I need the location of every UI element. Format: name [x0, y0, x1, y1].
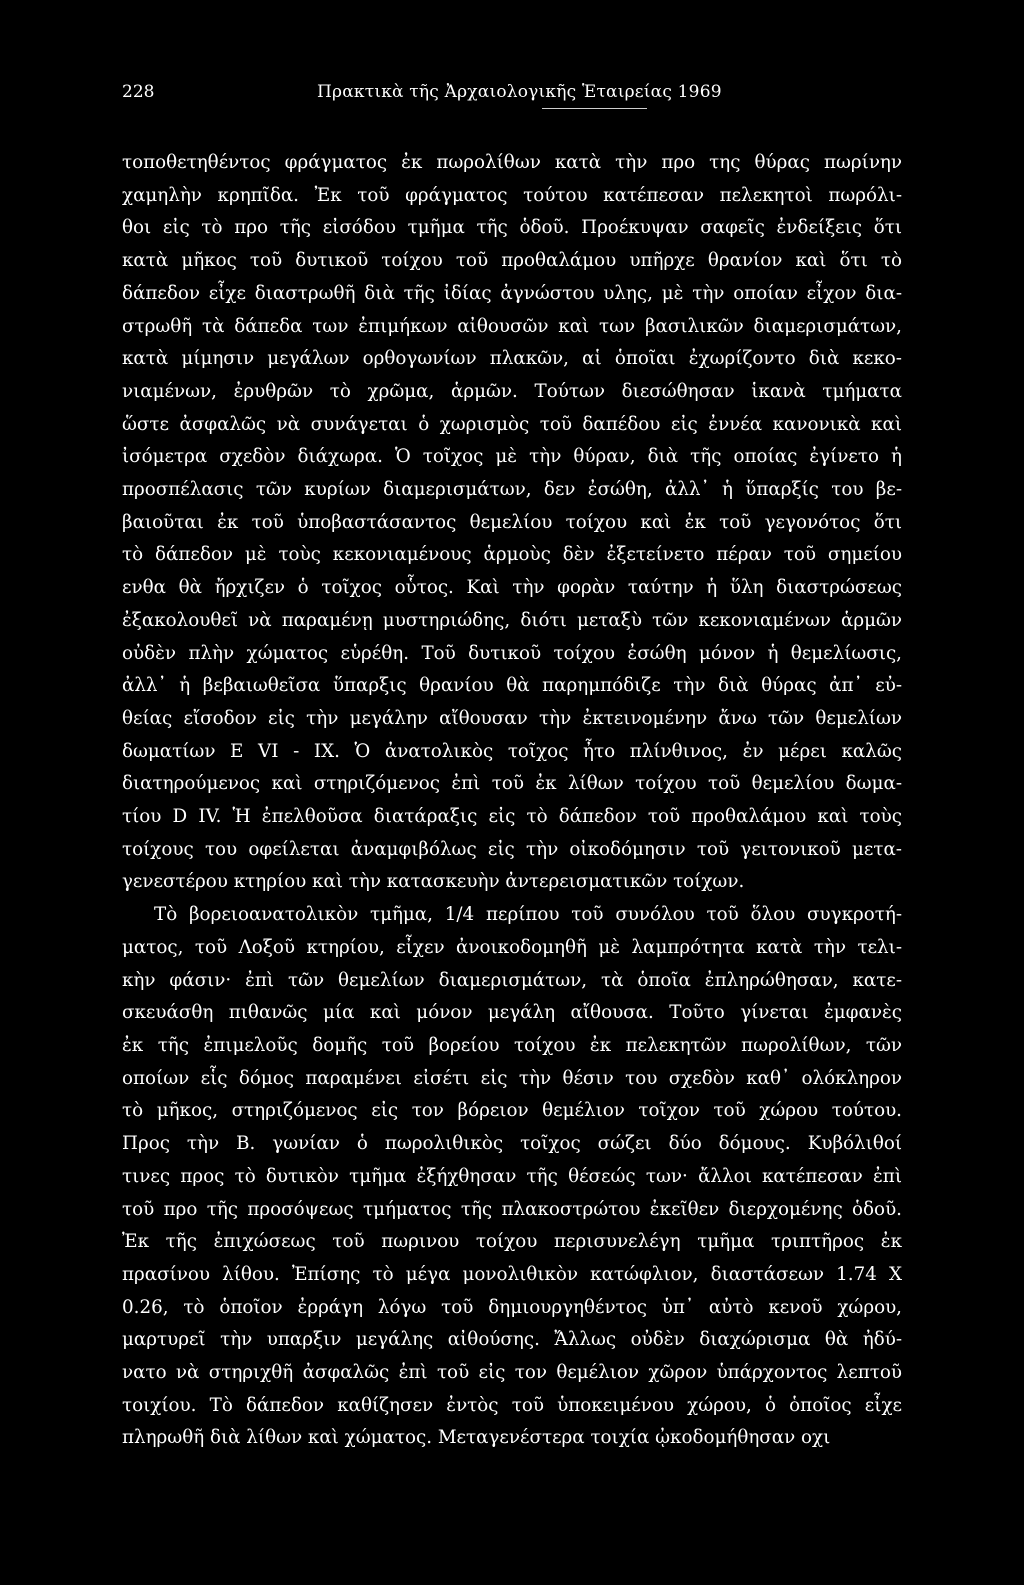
- text-line: τοποθετηθέντος φράγματος ἐκ πωρολίθων κατὰ τὴν προ της θύρας πωρίνην: [122, 152, 902, 173]
- header-rule: [542, 108, 647, 109]
- text-line: Προς τὴν B. γωνίαν ὁ πωρολιθικὸς τοῖχος σώζει δύο δόμους. Κυβόλιθοί: [122, 1133, 902, 1155]
- text-line: κατὰ μῆκος τοῦ δυτικοῦ τοίχου τοῦ προθαλάμου υπῆρχε θρανίον καὶ ὅτι τὸ: [122, 250, 902, 272]
- text-line: τοίχους του οφείλεται ἀναμφιβόλως εἰς τὴν οἰκοδόμησιν τοῦ γειτονικοῦ μετα-: [122, 838, 902, 860]
- text-line: στρωθῆ τὰ δάπεδα των ἐπιμήκων αἰθουσῶν καὶ των βασιλικῶν διαμερισμάτων,: [122, 315, 902, 337]
- text-line: γενεστέρου κτηρίου καὶ τὴν κατασκευὴν ἀντερεισματικῶν τοίχων.: [122, 871, 745, 893]
- text-line: νατο νὰ στηριχθῆ ἀσφαλῶς ἐπὶ τοῦ εἰς τον θεμέλιον χῶρον ὑπάρχοντος λεπτοῦ: [122, 1362, 902, 1384]
- text-line: νιαμένων, ἐρυθρῶν τὸ χρῶμα, ἁρμῶν. Τούτων διεσώθησαν ἱκανὰ τμήματα: [122, 380, 902, 402]
- text-line: σκευάσθη πιθανῶς μία καὶ μόνον μεγάλη αἴθουσα. Τοῦτο γίνεται ἐμφανὲς: [122, 1002, 902, 1024]
- text-line: ἐκ τῆς ἐπιμελοῦς δομῆς τοῦ βορείου τοίχου ἐκ πελεκητῶν πωρολίθων, τῶν: [122, 1034, 902, 1056]
- text-line: τὸ μῆκος, στηριζόμενος εἰς τον βόρειον θεμέλιον τοῖχον τοῦ χώρου τούτου.: [122, 1100, 902, 1122]
- text-line: οποίων εἷς δόμος παραμένει εἰσέτι εἰς τὴν θέσιν του σχεδὸν καθ᾽ ολόκληρον: [122, 1067, 902, 1089]
- text-line: βαιοῦται ἐκ τοῦ ὑποβαστάσαντος θεμελίου τοίχου καὶ ἐκ τοῦ γεγονότος ὅτι: [122, 511, 902, 533]
- text-line: προσπέλασις τῶν κυρίων διαμερισμάτων, δεν ἐσώθη, ἀλλ᾽ ἡ ὕπαρξίς του βε-: [122, 479, 902, 501]
- text-line: πληρωθῆ διὰ λίθων καὶ χώματος. Μεταγενέστερα τοιχία ᾠκοδομήθησαν οχι: [122, 1427, 831, 1449]
- text-line: δάπεδον εἶχε διαστρωθῆ διὰ τῆς ἰδίας ἀγνώστου υλης, μὲ τὴν οποίαν εἶχον δια-: [122, 282, 902, 304]
- text-line: τὸ δάπεδον μὲ τοὺς κεκονιαμένους ἁρμοὺς δὲν ἐξετείνετο πέραν τοῦ σημείου: [122, 544, 902, 566]
- text-line: δωματίων E VI - IX. Ὁ ἀνατολικὸς τοῖχος ἦτο πλίνθινος, ἐν μέρει καλῶς: [122, 740, 902, 762]
- text-line: Ἐκ τῆς ἐπιχώσεως τοῦ πωρινου τοίχου περισυνελέγη τμῆμα τριπτῆρος ἐκ: [122, 1231, 902, 1253]
- text-line: τίου D IV. Ἡ ἐπελθοῦσα διατάραξις εἰς τὸ δάπεδον τοῦ προθαλάμου καὶ τοὺς: [122, 806, 902, 828]
- text-line: 0.26, τὸ ὁποῖον ἐρράγη λόγω τοῦ δημιουργηθέντος ὑπ᾽ αὐτὸ κενοῦ χώρου,: [122, 1296, 902, 1318]
- text-line: πρασίνου λίθου. Ἐπίσης τὸ μέγα μονολιθικὸν κατώφλιον, διαστάσεων 1.74 X: [122, 1263, 902, 1285]
- text-line: ἀλλ᾽ ἡ βεβαιωθεῖσα ὕπαρξις θρανίου θὰ παρημπόδιζε τὴν διὰ θύρας ἀπ᾽ εὐ-: [122, 675, 902, 697]
- text-line: θοι εἰς τὸ προ τῆς εἰσόδου τμῆμα τῆς ὁδοῦ. Προέκυψαν σαφεῖς ἐνδείξεις ὅτι: [122, 217, 902, 239]
- page-number: 228: [122, 82, 155, 102]
- text-line: κατὰ μίμησιν μεγάλων ορθογωνίων πλακῶν, αἱ ὁποῖαι ἐχωρίζοντο διὰ κεκο-: [122, 348, 902, 370]
- text-line: ενθα θὰ ἤρχιζεν ὁ τοῖχος οὗτος. Καὶ τὴν φορὰν ταύτην ἡ ὕλη διαστρώσεως: [122, 577, 902, 599]
- text-line: οὐδὲν πλὴν χώματος εὑρέθη. Τοῦ δυτικοῦ τοίχου ἐσώθη μόνον ἡ θεμελίωσις,: [122, 642, 902, 664]
- page-header: [122, 82, 902, 112]
- text-line: τινες προς τὸ δυτικὸν τμῆμα ἐξήχθησαν τῆς θέσεώς των· ἄλλοι κατέπεσαν ἐπὶ: [122, 1165, 902, 1187]
- text-line: κὴν φάσιν· ἐπὶ τῶν θεμελίων διαμερισμάτων, τὰ ὁποῖα ἐπληρώθησαν, κατε-: [122, 969, 902, 991]
- text-line: ὥστε ἀσφαλῶς νὰ συνάγεται ὁ χωρισμὸς τοῦ δαπέδου εἰς ἐννέα κανονικὰ καὶ: [122, 413, 902, 435]
- running-title: Πρακτικὰ τῆς Ἀρχαιολογικῆς Ἑταιρείας 1969: [317, 82, 722, 102]
- text-line: Τὸ βορειοανατολικὸν τμῆμα, 1/4 περίπου τοῦ συνόλου τοῦ ὅλου συγκροτή-: [154, 904, 902, 926]
- text-line: τοιχίου. Τὸ δάπεδον καθίζησεν ἐντὸς τοῦ ὑποκειμένου χώρου, ὁ ὁποῖος εἶχε: [122, 1394, 902, 1416]
- text-line: θείας εἴσοδον εἰς τὴν μεγάλην αἴθουσαν τὴν ἐκτεινομένην ἄνω τῶν θεμελίων: [122, 707, 902, 729]
- text-line: χαμηλὴν κρηπῖδα. Ἐκ τοῦ φράγματος τούτου κατέπεσαν πελεκητοὶ πωρόλι-: [122, 184, 902, 206]
- text-line: τοῦ προ τῆς προσόψεως τμήματος τῆς πλακοστρώτου ἐκεῖθεν διερχομένης ὁδοῦ.: [122, 1198, 902, 1220]
- body-text: [122, 147, 902, 1455]
- text-line: ἐξακολουθεῖ νὰ παραμένῃ μυστηριώδης, διότι μεταξὺ τῶν κεκονιαμένων ἁρμῶν: [122, 609, 902, 631]
- text-line: ἰσόμετρα σχεδὸν διάχωρα. Ὁ τοῖχος μὲ τὴν θύραν, διὰ τῆς οποίας ἐγίνετο ἡ: [122, 446, 902, 468]
- text-line: μαρτυρεῖ τὴν υπαρξιν μεγάλης αἰθούσης. Ἄλλως οὐδὲν διαχώρισμα θὰ ἠδύ-: [122, 1329, 902, 1351]
- text-line: ματος, τοῦ Λοξοῦ κτηρίου, εἶχεν ἀνοικοδομηθῆ μὲ λαμπρότητα κατὰ τὴν τελι-: [122, 936, 902, 958]
- text-line: διατηρούμενος καὶ στηριζόμενος ἐπὶ τοῦ ἐκ λίθων τοίχου τοῦ θεμελίου δωμα-: [122, 773, 902, 795]
